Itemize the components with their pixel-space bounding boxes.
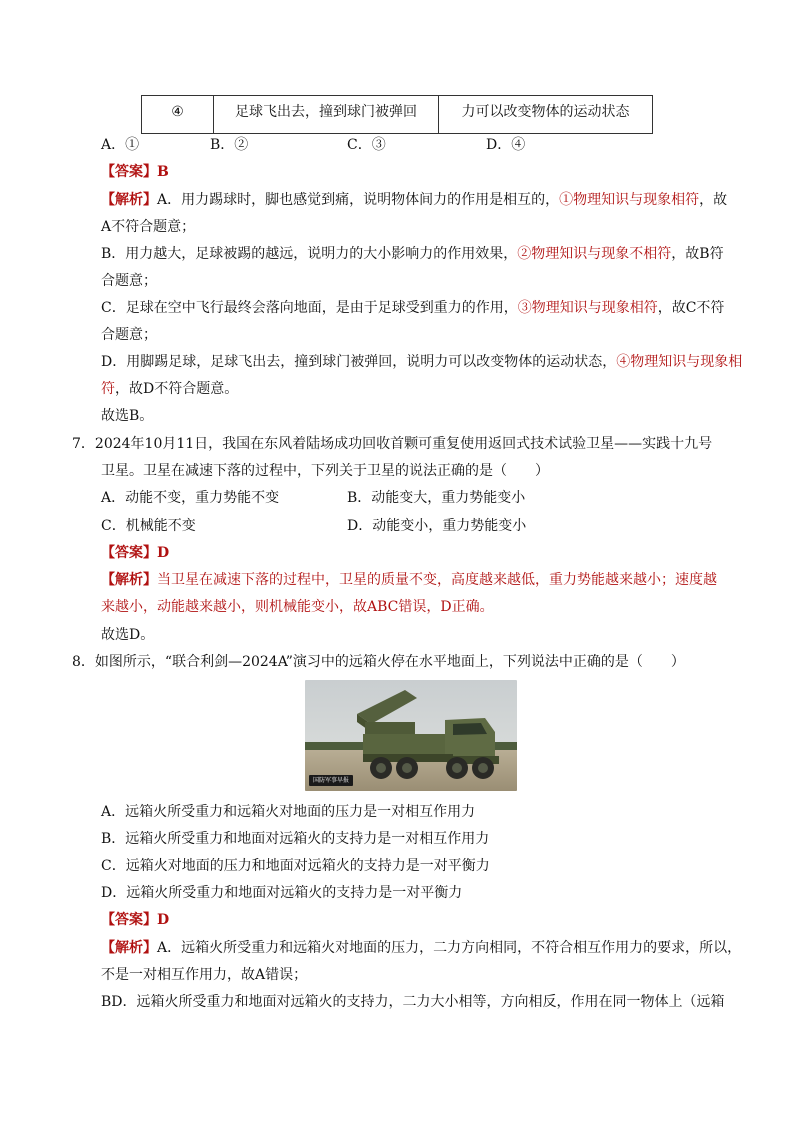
q8-option-a: A．远箱火所受重力和远箱火对地面的压力是一对相互作用力 [101,804,476,820]
q7-analysis-line1: 【解析】当卫星在减速下落的过程中，卫星的质量不变，高度越来越低，重力势能越来越小；速度越 [101,572,717,588]
row-number: ④ [142,96,214,134]
knowledge-cell: 力可以改变物体的运动状态 [439,96,653,134]
q6-analysis-c-line2: 合题意； [101,327,157,343]
analysis-label: 【解析】 [101,192,157,208]
q8-option-c: C．远箱火对地面的压力和地面对远箱火的支持力是一对平衡力 [101,858,490,874]
q6-option-b: B．② [210,137,249,153]
answer-label: 【答案】 [101,164,157,180]
q6-analysis-d-line1: D．用脚踢足球，足球飞出去，撞到球门被弹回，说明力可以改变物体的运动状态，④物理知识与现象相 [101,354,743,370]
q8-option-b: B．远箱火所受重力和地面对远箱火的支持力是一对相互作用力 [101,831,490,847]
q7-choose: 故选D。 [101,627,155,643]
q6-choose: 故选B。 [101,408,154,424]
q7-option-a: A．动能不变，重力势能不变 [101,490,280,506]
q7-answer: 【答案】D [101,545,170,561]
q8-stem: 8．如图所示，“联合利剑—2024A”演习中的远箱火停在水平地面上，下列说法中正确的是（ ） [72,654,685,670]
knowledge-table [141,95,653,134]
q7-stem-line2: 卫星。卫星在减速下落的过程中，下列关于卫星的说法正确的是（ ） [101,463,549,479]
q6-option-c: C．③ [347,137,386,153]
q6-option-a: A．① [101,137,140,153]
q7-option-b: B．动能变大，重力势能变小 [347,490,526,506]
q6-analysis-b-line1: B．用力越大，足球被踢的越远，说明力的大小影响力的作用效果，②物理知识与现象不相符，故B符 [101,246,724,262]
image-watermark-tag: 国防军事早报 [309,775,353,786]
answer-value: B [157,164,169,180]
q6-answer [101,163,169,181]
q8-analysis-a-line2: 不是一对相互作用力，故A错误； [101,967,308,983]
q6-option-d: D．④ [486,137,526,153]
q7-option-d: D．动能变小，重力势能变小 [347,518,527,534]
q7-analysis-line2: 来越小，动能越来越小，则机械能变小，故ABC错误，D正确。 [101,599,494,615]
q7-option-c: C．机械能不变 [101,518,196,534]
q6-analysis-a-line1: 【解析】A．用力踢球时，脚也感觉到痛，说明物体间力的作用是相互的，①物理知识与现象相符，故 [101,192,728,208]
q8-analysis-a-line1: 【解析】A．远箱火所受重力和远箱火对地面的压力，二力方向相同，不符合相互作用力的要求，所以， [101,940,742,956]
q6-analysis-c-line1: C．足球在空中飞行最终会落向地面，是由于足球受到重力的作用，③物理知识与现象相符，故C不符 [101,300,725,316]
q8-option-d: D．远箱火所受重力和地面对远箱火的支持力是一对平衡力 [101,885,463,901]
rocket-launcher-photo [305,680,517,791]
q7-stem-line1: 7．2024年10月11日，我国在东风着陆场成功回收首颗可重复使用返回式技术试验卫星——实践十九号 [72,436,713,452]
q8-analysis-bd-line1: BD．远箱火所受重力和地面对远箱火的支持力，二力大小相等，方向相反，作用在同一物体上（远箱 [101,994,725,1010]
table-row [142,96,653,134]
phenomenon-cell: 足球飞出去，撞到球门被弹回 [214,96,439,134]
q6-analysis-d-line2: 符，故D不符合题意。 [101,381,239,397]
q6-analysis-a-line2: A不符合题意； [101,219,196,235]
q6-analysis-b-line2: 合题意； [101,273,157,289]
q8-answer: 【答案】D [101,912,170,928]
